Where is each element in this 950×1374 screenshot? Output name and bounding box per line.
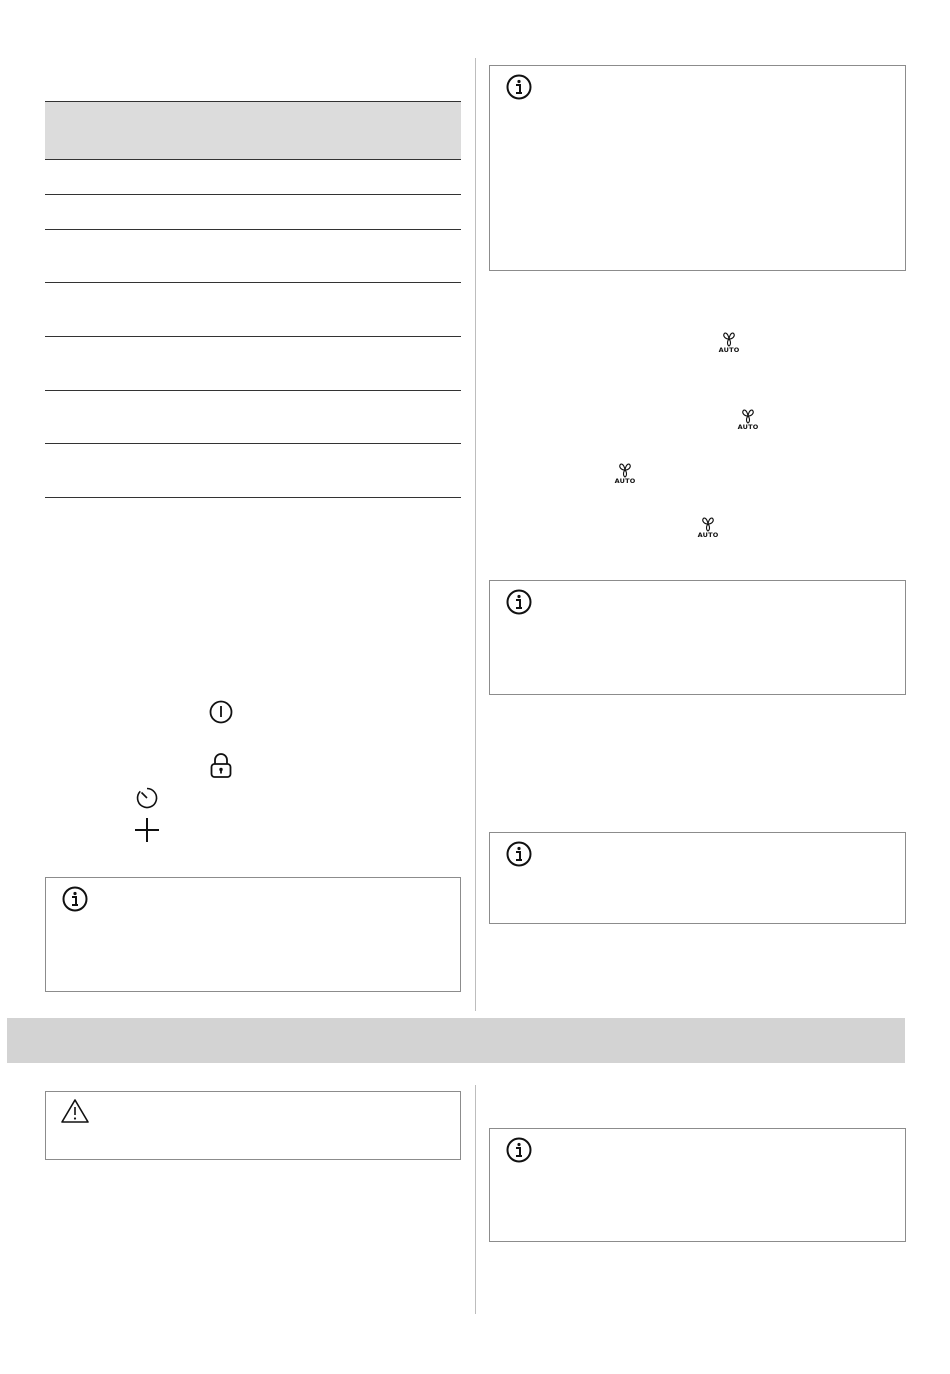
info-icon xyxy=(506,841,532,867)
fan-auto-label: AUTO xyxy=(737,423,759,431)
power-icon xyxy=(209,700,233,729)
section-header-band xyxy=(7,1018,905,1063)
fan-auto-label: AUTO xyxy=(697,531,719,539)
table-row-divider xyxy=(45,336,461,337)
table-row-divider xyxy=(45,390,461,391)
info-icon xyxy=(506,589,532,615)
info-box xyxy=(489,65,906,271)
info-icon xyxy=(506,74,532,100)
info-icon xyxy=(506,1137,532,1163)
info-icon xyxy=(62,886,88,912)
fan-auto-icon xyxy=(695,516,721,544)
table-row-divider xyxy=(45,282,461,283)
column-divider-bottom xyxy=(475,1085,476,1314)
fan-auto-label: AUTO xyxy=(718,346,740,354)
table-header xyxy=(45,101,461,160)
table-row-divider xyxy=(45,229,461,230)
table-row-divider xyxy=(45,194,461,195)
plus-icon xyxy=(134,817,160,848)
column-divider-top xyxy=(475,58,476,1011)
table-row-divider xyxy=(45,443,461,444)
fan-auto-icon xyxy=(716,331,742,359)
info-box xyxy=(45,877,461,992)
warning-box xyxy=(45,1091,461,1160)
warning-triangle-icon xyxy=(60,1098,90,1124)
fan-auto-icon xyxy=(612,462,638,490)
table-row-divider xyxy=(45,497,461,498)
fan-auto-icon xyxy=(735,408,761,436)
info-box xyxy=(489,580,906,695)
timer-icon xyxy=(135,786,159,815)
lock-icon xyxy=(209,753,233,784)
info-box xyxy=(489,1128,906,1242)
fan-auto-label: AUTO xyxy=(614,477,636,485)
info-box xyxy=(489,832,906,924)
